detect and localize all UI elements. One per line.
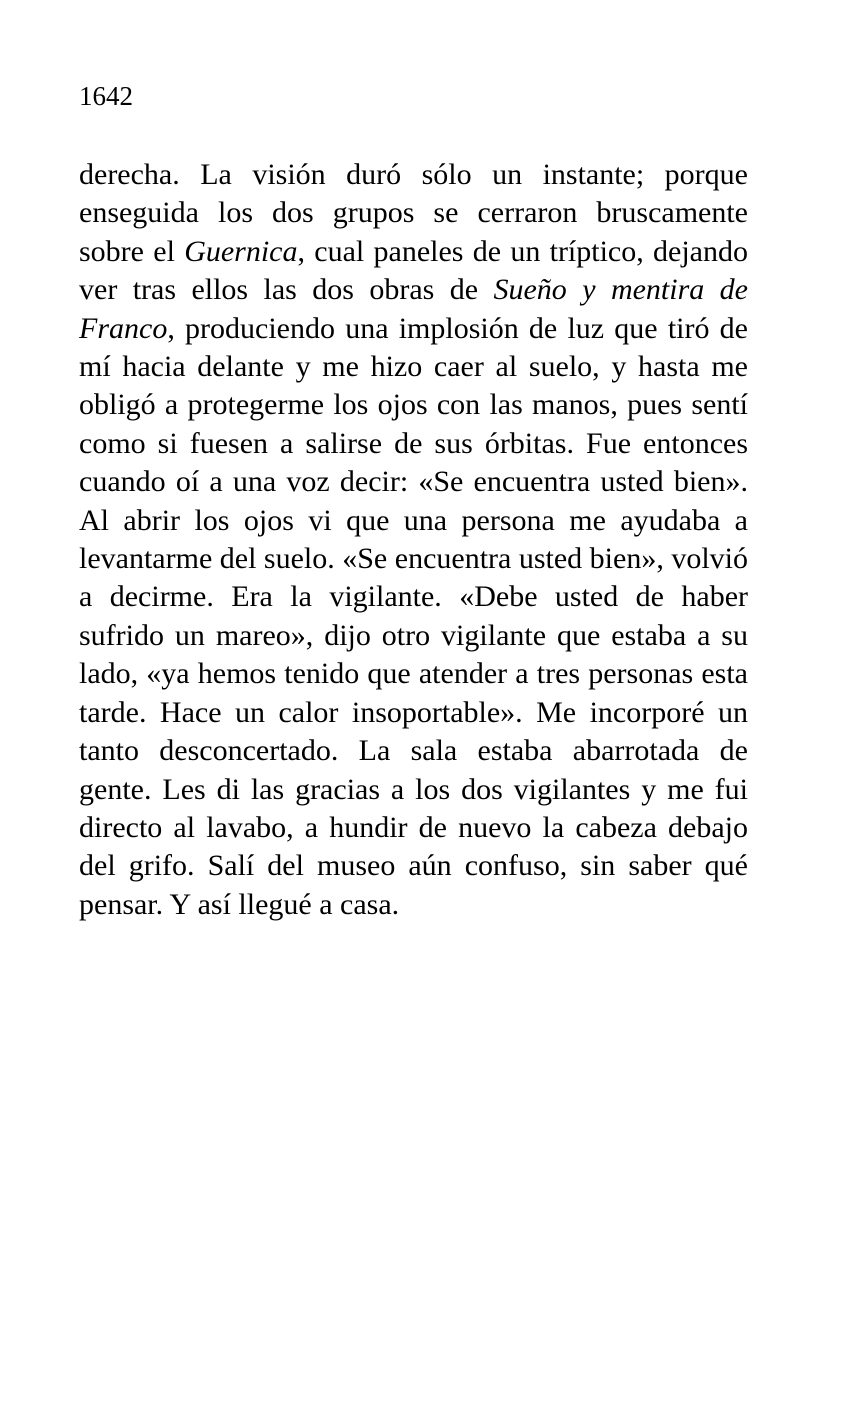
paragraph-text-part-3: , produciendo una implosión de luz que tiró de mí hacia delante y me hizo caer al suelo, y hasta me obligó a protegerme los ojos con las manos, pues sentí como si fuesen a salirse de sus órbitas. Fue entonces cuando oí a una voz decir: «Se encuentra usted bien». Al abrir los ojos vi que una persona me ayudaba a levantarme del suelo. «Se encuentra usted bien», volvió a decirme. Era la vigilante. «Debe usted de haber sufrido un mareo», dijo otro vigilante que estaba a su lado, «ya hemos tenido que atender a tres personas esta tarde. Hace un calor insoportable». Me incorporé un tanto desconcertado. La sala estaba abarrotada de gente. Les di las gracias a los dos vigilantes y me fui directo al lavabo, a hundir de nuevo la cabeza debajo del grifo. Salí del museo aún confuso, sin saber qué pensar. Y así llegué a casa. [79, 311, 748, 921]
paragraph-text-part-1: derecha. La visión duró sólo un instante; porque enseguida los dos grupos se cerraron bruscamente sobre el [79, 158, 748, 268]
page-number: 1642 [79, 81, 133, 111]
paragraph-text-part-2: , cual paneles de un tríptico, dejando ver tras ellos las dos obras de [79, 234, 748, 307]
body-paragraph [79, 156, 748, 924]
artwork-title-sueno-y-mentira: Sueño y mentira de Franco [79, 273, 748, 345]
artwork-title-guernica: Guernica [184, 234, 298, 268]
